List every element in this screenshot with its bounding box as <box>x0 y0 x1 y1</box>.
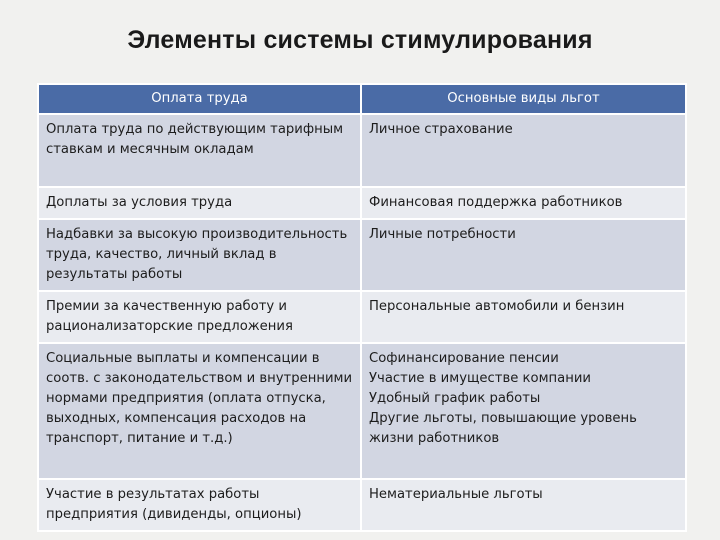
cell-benefits <box>361 343 686 479</box>
cell-wages: Премии за качественную работу и рационализаторские предложения <box>38 291 361 343</box>
table-row <box>38 187 686 219</box>
benefit-line: Нематериальные льготы <box>369 487 543 502</box>
table-row <box>38 219 686 291</box>
cell-wages: Доплаты за условия труда <box>38 187 361 219</box>
cell-wages: Надбавки за высокую производительность труда, качество, личный вклад в результаты работы <box>38 219 361 291</box>
cell-wages: Участие в результатах работы предприятия (дивиденды, опционы) <box>38 479 361 531</box>
incentive-table <box>37 83 687 532</box>
table-row <box>38 114 686 187</box>
cell-benefits <box>361 114 686 187</box>
benefit-line: Участие в имуществе компании <box>369 371 591 386</box>
cell-benefits <box>361 291 686 343</box>
header-wages: Оплата труда <box>38 84 361 114</box>
cell-wages: Оплата труда по действующим тарифным ставкам и месячным окладам <box>38 114 361 187</box>
table-header-row <box>38 84 686 114</box>
benefit-line: Другие льготы, повышающие уровень жизни работников <box>369 411 637 446</box>
table-row <box>38 291 686 343</box>
benefit-line: Софинансирование пенсии <box>369 351 559 366</box>
benefit-line: Финансовая поддержка работников <box>369 195 623 210</box>
cell-benefits <box>361 479 686 531</box>
benefit-line: Удобный график работы <box>369 391 541 406</box>
benefit-line: Личные потребности <box>369 227 516 242</box>
cell-wages: Социальные выплаты и компенсации в соотв. с законодательством и внутренними нормами предприятия (оплата отпуска, выходных, компенсация расходов на транспорт, питание и т.д.) <box>38 343 361 479</box>
table-row <box>38 343 686 479</box>
cell-benefits <box>361 187 686 219</box>
header-benefits: Основные виды льгот <box>361 84 686 114</box>
page-title: Элементы системы стимулирования <box>127 26 593 54</box>
cell-benefits <box>361 219 686 291</box>
benefit-line: Личное страхование <box>369 122 513 137</box>
table-row <box>38 479 686 531</box>
benefit-line: Персональные автомобили и бензин <box>369 299 625 314</box>
